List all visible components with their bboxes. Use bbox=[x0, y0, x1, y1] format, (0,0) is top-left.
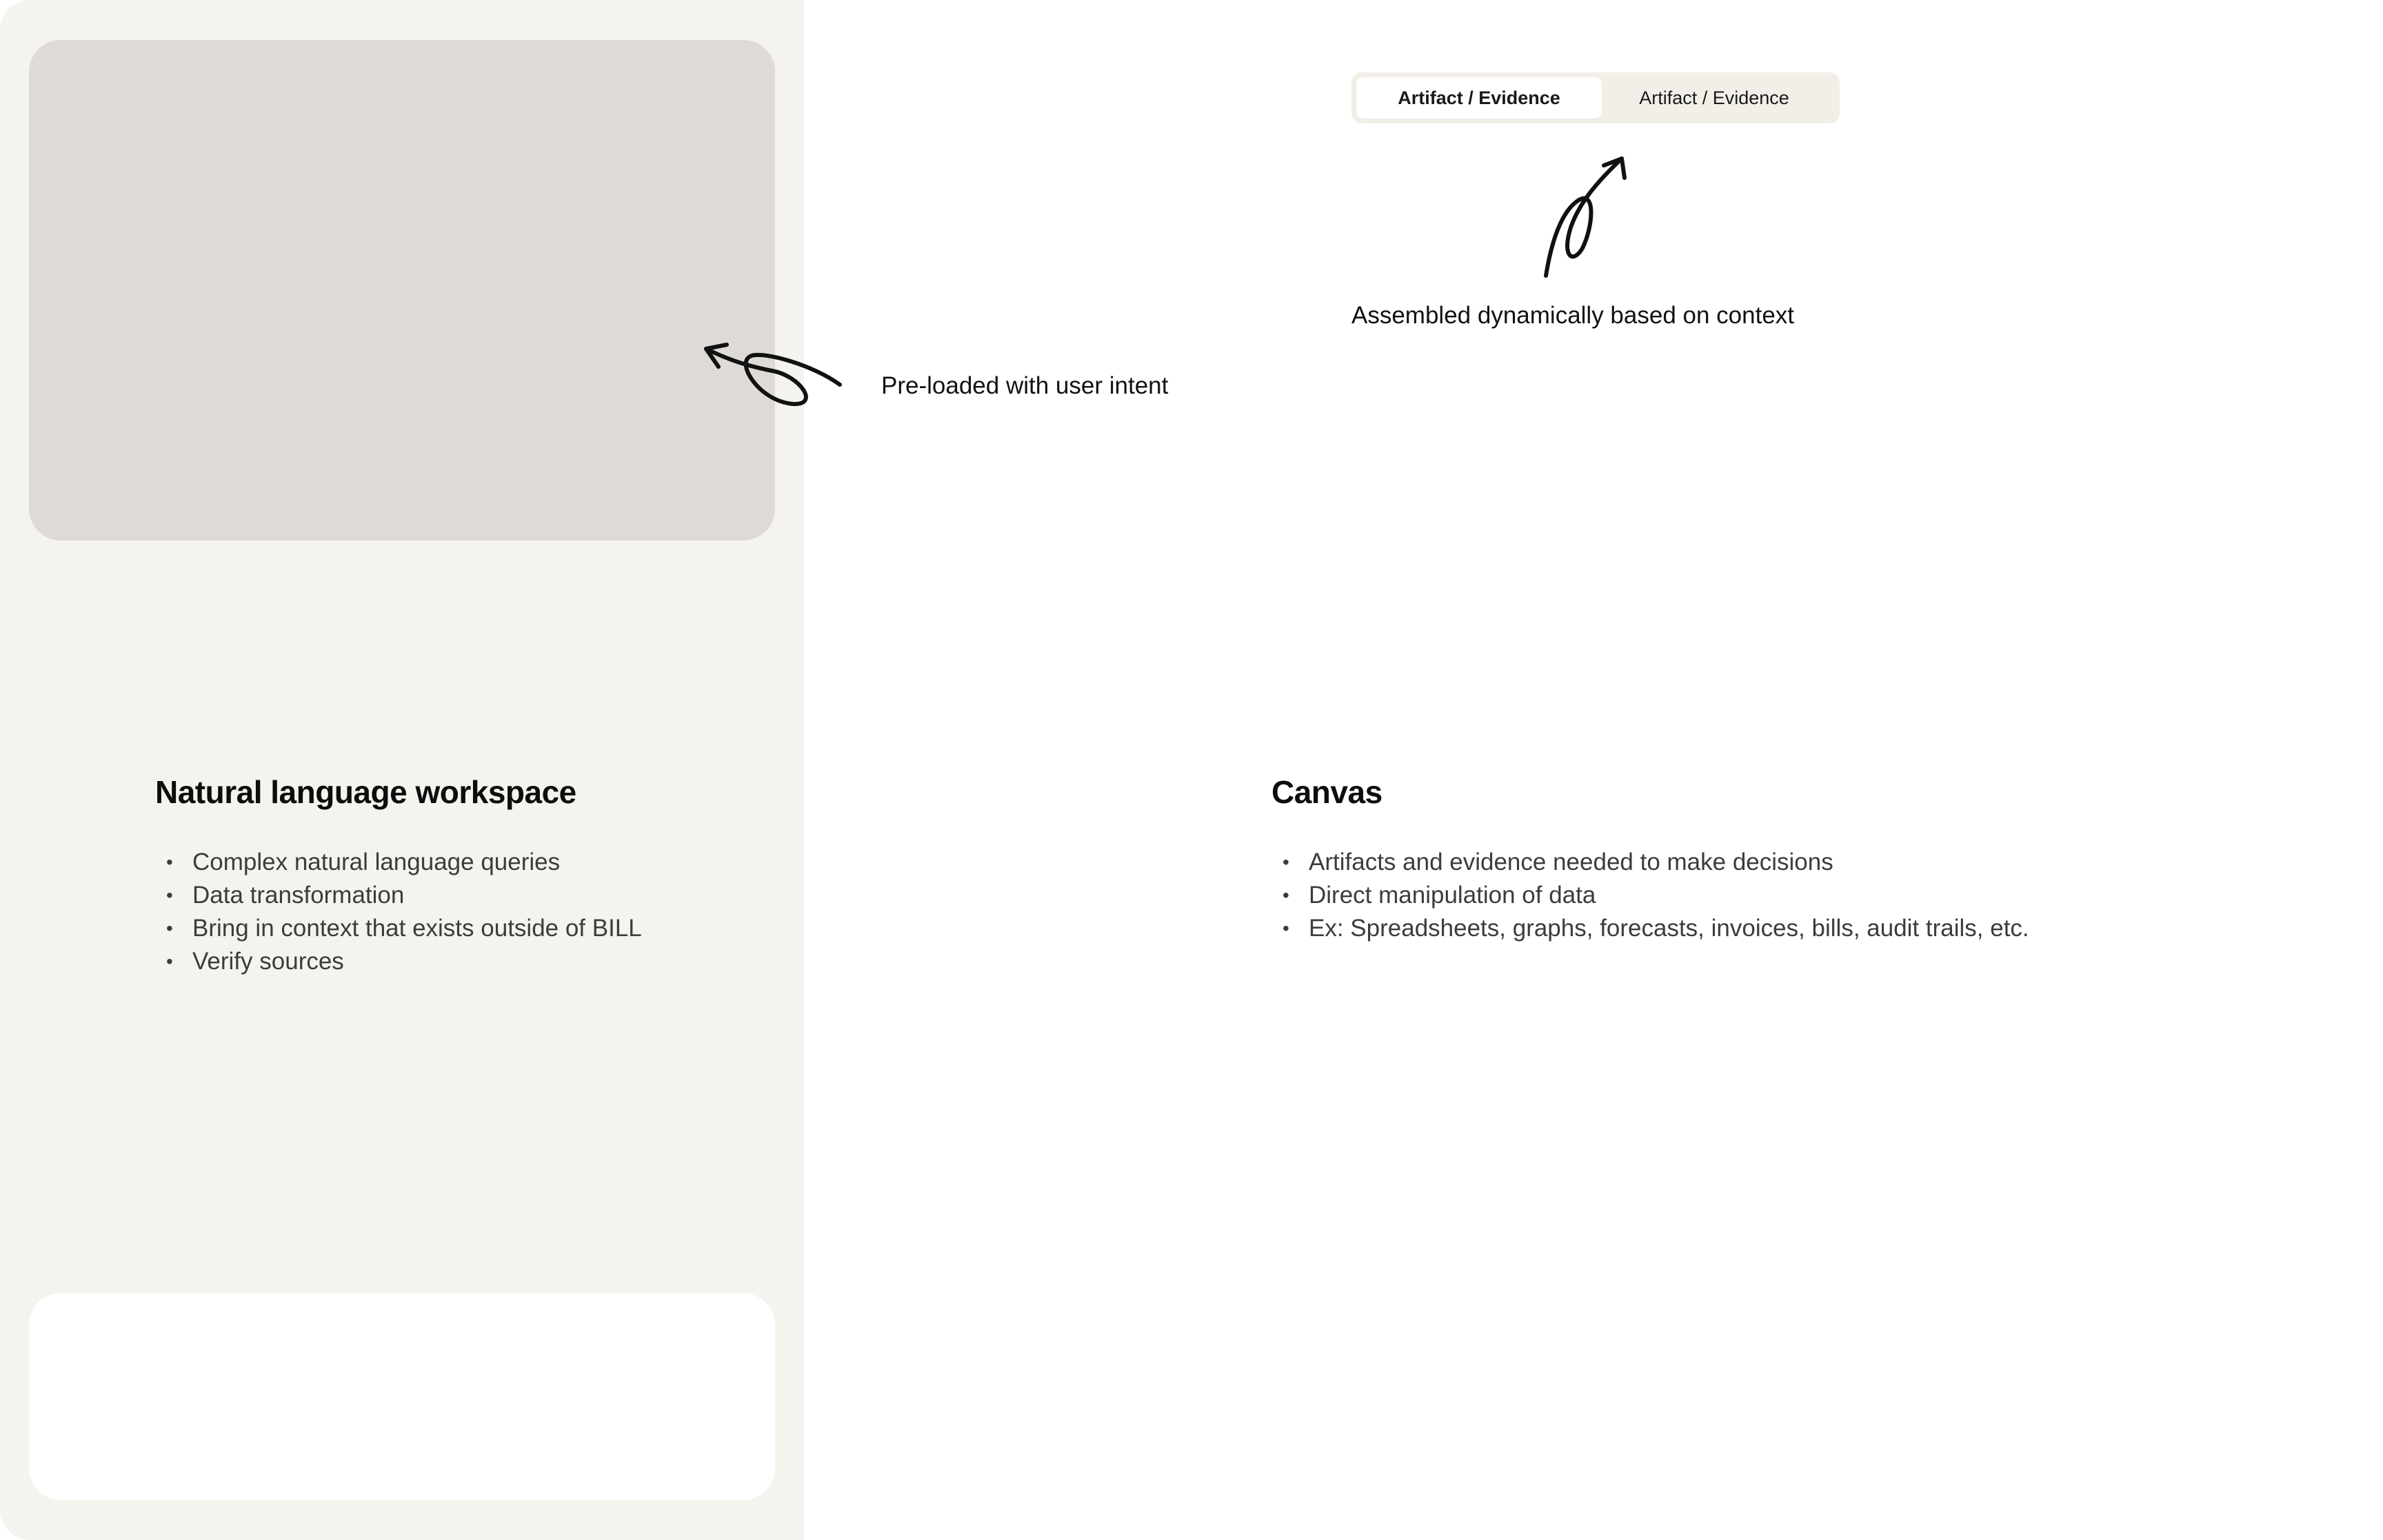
workspace-bullet: • Data transformation bbox=[155, 879, 642, 912]
preloaded-annotation: Pre-loaded with user intent bbox=[881, 372, 1169, 399]
tab-artifact-evidence-2[interactable]: Artifact / Evidence bbox=[1639, 87, 1789, 108]
workspace-bullet: • Verify sources bbox=[155, 945, 642, 978]
workspace-bullet: • Complex natural language queries bbox=[155, 846, 642, 879]
tab-artifact-evidence-1[interactable]: Artifact / Evidence bbox=[1356, 77, 1602, 119]
workspace-preview-card bbox=[29, 40, 775, 540]
artifact-tab-bar bbox=[1351, 72, 1840, 123]
curly-arrow-up-icon bbox=[1531, 152, 1634, 283]
curly-arrow-left-icon bbox=[696, 338, 848, 414]
canvas-bullet: • Ex: Spreadsheets, graphs, forecasts, invoices, bills, audit trails, etc. bbox=[1271, 912, 2029, 945]
workspace-bullet: • Bring in context that exists outside of BILL bbox=[155, 912, 642, 945]
prompt-input-card[interactable] bbox=[29, 1293, 775, 1500]
canvas-bullet: • Artifacts and evidence needed to make decisions bbox=[1271, 846, 2029, 879]
canvas-bullet: • Direct manipulation of data bbox=[1271, 879, 2029, 912]
canvas-bullet-list bbox=[1271, 846, 2029, 945]
workspace-title: Natural language workspace bbox=[155, 774, 576, 810]
assembled-annotation: Assembled dynamically based on context bbox=[1351, 302, 1795, 329]
workspace-bullet-list bbox=[155, 846, 642, 978]
canvas-title: Canvas bbox=[1271, 774, 1382, 810]
workspace-panel bbox=[0, 0, 804, 1540]
